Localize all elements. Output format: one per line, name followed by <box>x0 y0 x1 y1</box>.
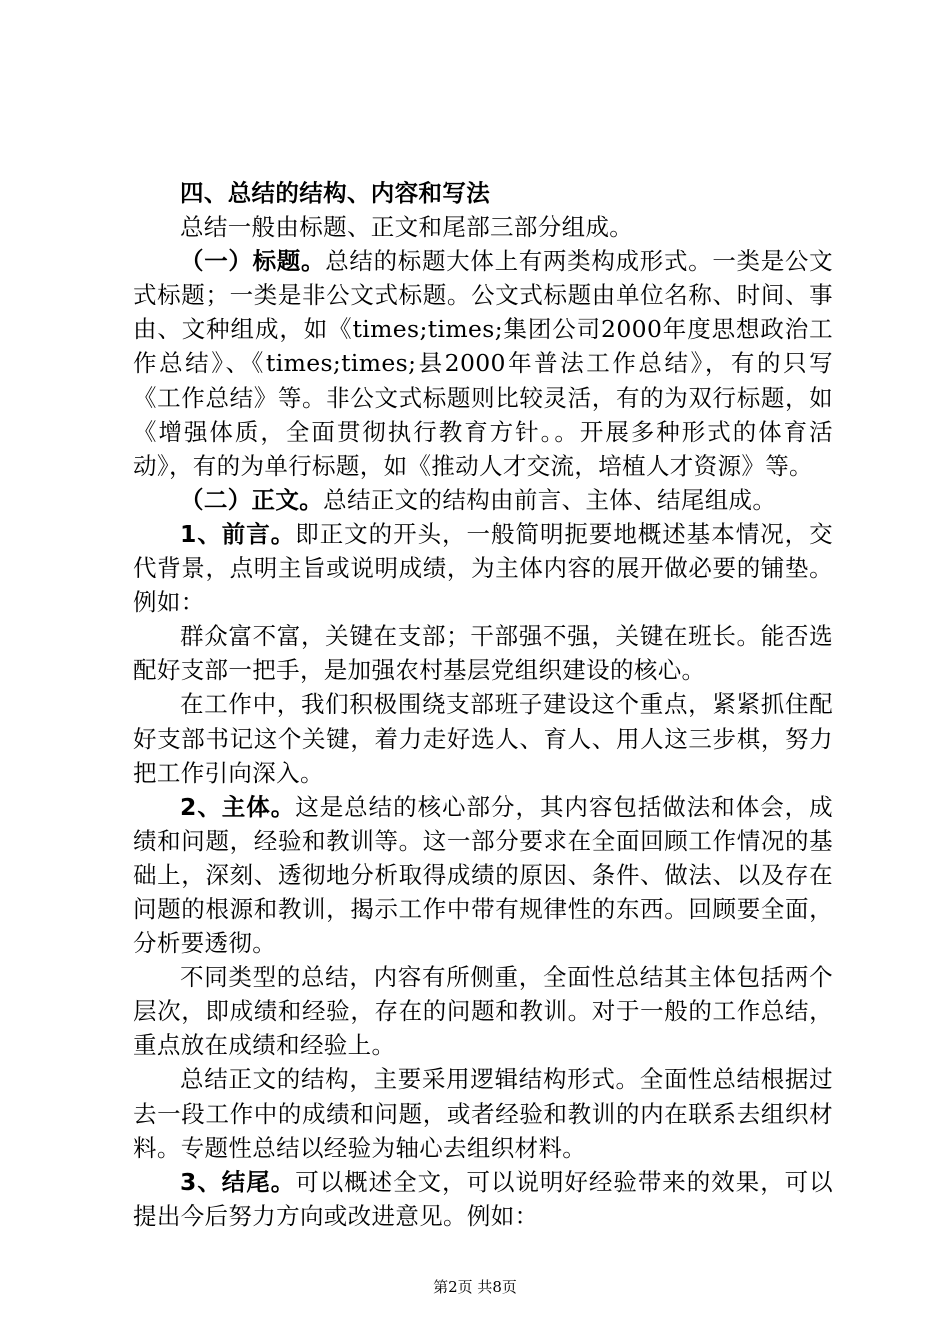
paragraph-preface <box>133 517 833 619</box>
paragraph-text: 即正文的开头，一般简明扼要地概述基本情况，交代背景，点明主旨或说明成绩，为主体内容的展开做必要的铺垫。例如： <box>133 519 833 617</box>
paragraph-lead: （二）正文。 <box>180 485 324 514</box>
document-body <box>133 176 833 1233</box>
section-heading: 四、总结的结构、内容和写法 <box>180 179 491 207</box>
paragraph-lead: （一）标题。 <box>180 247 326 276</box>
paragraph-lead: 3、结尾。 <box>180 1167 296 1196</box>
paragraph-body-section <box>133 483 833 517</box>
paragraph-types <box>133 960 833 1062</box>
paragraph-example-2 <box>133 687 833 789</box>
paragraph-text: 这是总结的核心部分，其内容包括做法和体会，成绩和问题，经验和教训等。这一部分要求在全面回顾工作情况的基础上，深刻、透彻地分析取得成绩的原因、条件、做法、以及存在问题的根源和教训，揭示工作中带有规律性的东西。回顾要全面，分析要透彻。 <box>133 792 833 958</box>
paragraph-lead: 2、主体。 <box>180 792 296 821</box>
paragraph-text: 总结的标题大体上有两类构成形式。一类是公文式标题；一类是非公文式标题。公文式标题由单位名称、时间、事由、文种组成，如《times;times;集团公司2000年度思想政治工作总结》、《times;times;县2000年普法工作总结》，有的只写《工作总结》等。非公文式标题则比较灵活，有的为双行标题，如《增强体质，全面贯彻执行教育方针。。开展多种形式的体育活动》，有的为单行标题，如《推动人才交流，培植人才资源》等。 <box>133 247 833 480</box>
paragraph-ending <box>133 1165 833 1233</box>
paragraph-lead: 1、前言。 <box>180 519 296 548</box>
paragraph-text: 总结正文的结构由前言、主体、结尾组成。 <box>323 485 777 514</box>
paragraph-text: 总结一般由标题、正文和尾部三部分组成。 <box>180 213 634 242</box>
paragraph-text: 在工作中，我们积极围绕支部班子建设这个重点，紧紧抓住配好支部书记这个关键，着力走好选人、育人、用人这三步棋，努力把工作引向深入。 <box>133 690 833 787</box>
page-number-footer: 第2页 共8页 <box>433 1278 517 1296</box>
paragraph-intro <box>133 210 833 244</box>
paragraph-structure <box>133 1062 833 1164</box>
paragraph-example-1 <box>133 619 833 687</box>
paragraph-title-section <box>133 244 833 483</box>
paragraph-text: 不同类型的总结，内容有所侧重，全面性总结其主体包括两个层次，即成绩和经验，存在的问题和教训。对于一般的工作总结，重点放在成绩和经验上。 <box>133 963 833 1060</box>
paragraph-text: 可以概述全文，可以说明好经验带来的效果，可以提出今后努力方向或改进意见。例如： <box>133 1167 833 1230</box>
paragraph-text: 群众富不富，关键在支部；干部强不强，关键在班长。能否选配好支部一把手，是加强农村基层党组织建设的核心。 <box>133 622 833 685</box>
paragraph-main-body <box>133 790 833 960</box>
paragraph-text: 总结正文的结构，主要采用逻辑结构形式。全面性总结根据过去一段工作中的成绩和问题，或者经验和教训的内在联系去组织材料。专题性总结以经验为轴心去组织材料。 <box>133 1065 833 1162</box>
